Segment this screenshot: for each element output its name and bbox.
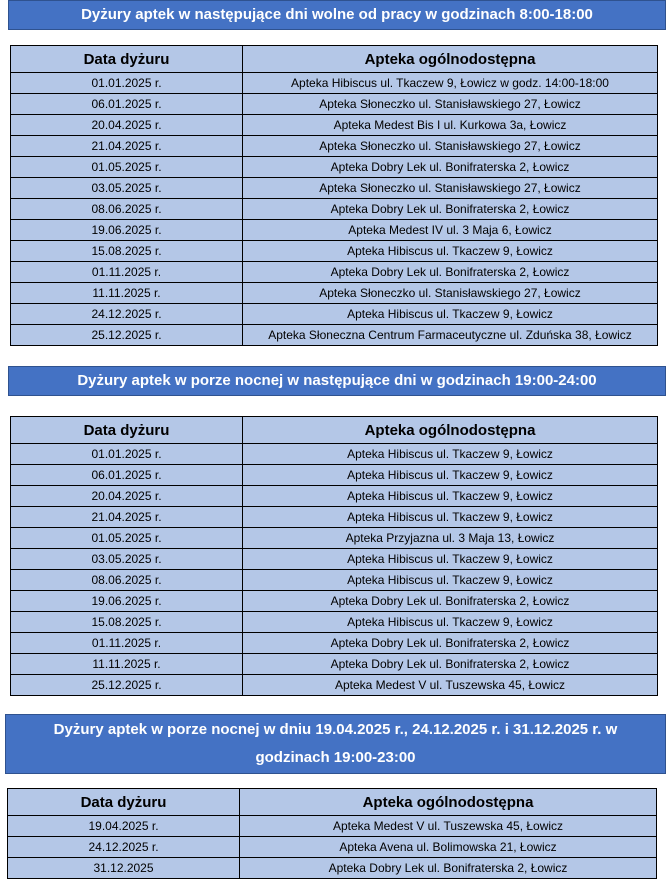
table-row bbox=[11, 94, 658, 115]
pharmacy-cell: Apteka Hibiscus ul. Tkaczew 9, Łowicz bbox=[243, 549, 658, 570]
pharmacy-cell: Apteka Hibiscus ul. Tkaczew 9, Łowicz bbox=[243, 304, 658, 325]
table-row bbox=[8, 837, 657, 858]
date-cell: 11.11.2025 r. bbox=[11, 654, 243, 675]
pharmacy-cell: Apteka Dobry Lek ul. Bonifraterska 2, Łowicz bbox=[243, 262, 658, 283]
table-row bbox=[11, 283, 658, 304]
table-row bbox=[11, 633, 658, 654]
table-row bbox=[11, 304, 658, 325]
table-row bbox=[11, 654, 658, 675]
table-row bbox=[11, 136, 658, 157]
pharmacy-cell: Apteka Dobry Lek ul. Bonifraterska 2, Łowicz bbox=[243, 157, 658, 178]
table-row bbox=[11, 241, 658, 262]
pharmacy-cell: Apteka Dobry Lek ul. Bonifraterska 2, Łowicz bbox=[243, 633, 658, 654]
pharmacy-cell: Apteka Hibiscus ul. Tkaczew 9, Łowicz bbox=[243, 507, 658, 528]
pharmacy-cell: Apteka Medest V ul. Tuszewska 45, Łowicz bbox=[243, 675, 658, 696]
date-cell: 01.11.2025 r. bbox=[11, 633, 243, 654]
table-row bbox=[8, 858, 657, 879]
pharmacy-cell: Apteka Słoneczko ul. Stanisławskiego 27, Łowicz bbox=[243, 178, 658, 199]
table-row bbox=[11, 549, 658, 570]
date-cell: 21.04.2025 r. bbox=[11, 136, 243, 157]
date-cell: 03.05.2025 r. bbox=[11, 549, 243, 570]
date-cell: 25.12.2025 r. bbox=[11, 675, 243, 696]
date-cell: 31.12.2025 bbox=[8, 858, 240, 879]
pharmacy-cell: Apteka Dobry Lek ul. Bonifraterska 2, Łowicz bbox=[243, 654, 658, 675]
table-row bbox=[11, 465, 658, 486]
table-row bbox=[11, 262, 658, 283]
date-cell: 01.11.2025 r. bbox=[11, 262, 243, 283]
date-cell: 24.12.2025 r. bbox=[8, 837, 240, 858]
column-header-pharmacy: Apteka ogólnodostępna bbox=[243, 46, 658, 73]
section-3-title: Dyżury aptek w porze nocnej w dniu 19.04.2025 r., 24.12.2025 r. i 31.12.2025 r. w godzinach 19:00-23:00 bbox=[5, 714, 666, 774]
section-2-title: Dyżury aptek w porze nocnej w następujące dni w godzinach 19:00-24:00 bbox=[8, 366, 666, 396]
table-row bbox=[11, 73, 658, 94]
date-cell: 21.04.2025 r. bbox=[11, 507, 243, 528]
date-cell: 24.12.2025 r. bbox=[11, 304, 243, 325]
table-row bbox=[11, 325, 658, 346]
table-row bbox=[11, 178, 658, 199]
pharmacy-cell: Apteka Hibiscus ul. Tkaczew 9, Łowicz bbox=[243, 465, 658, 486]
pharmacy-cell: Apteka Avena ul. Bolimowska 21, Łowicz bbox=[240, 837, 657, 858]
pharmacy-cell: Apteka Medest Bis I ul. Kurkowa 3a, Łowicz bbox=[243, 115, 658, 136]
table-row bbox=[11, 220, 658, 241]
pharmacy-cell: Apteka Przyjazna ul. 3 Maja 13, Łowicz bbox=[243, 528, 658, 549]
pharmacy-cell: Apteka Hibiscus ul. Tkaczew 9, Łowicz bbox=[243, 241, 658, 262]
column-header-date: Data dyżuru bbox=[11, 46, 243, 73]
date-cell: 20.04.2025 r. bbox=[11, 115, 243, 136]
table-row bbox=[11, 591, 658, 612]
table-row bbox=[11, 612, 658, 633]
date-cell: 06.01.2025 r. bbox=[11, 94, 243, 115]
date-cell: 08.06.2025 r. bbox=[11, 570, 243, 591]
date-cell: 20.04.2025 r. bbox=[11, 486, 243, 507]
table-row bbox=[11, 486, 658, 507]
pharmacy-cell: Apteka Słoneczko ul. Stanisławskiego 27, Łowicz bbox=[243, 94, 658, 115]
pharmacy-cell: Apteka Hibiscus ul. Tkaczew 9, Łowicz bbox=[243, 486, 658, 507]
pharmacy-cell: Apteka Słoneczko ul. Stanisławskiego 27, Łowicz bbox=[243, 283, 658, 304]
pharmacy-cell: Apteka Słoneczko ul. Stanisławskiego 27, Łowicz bbox=[243, 136, 658, 157]
table-row bbox=[11, 528, 658, 549]
date-cell: 01.01.2025 r. bbox=[11, 73, 243, 94]
pharmacy-cell: Apteka Dobry Lek ul. Bonifraterska 2, Łowicz bbox=[243, 591, 658, 612]
date-cell: 03.05.2025 r. bbox=[11, 178, 243, 199]
table-row bbox=[11, 507, 658, 528]
pharmacy-cell: Apteka Hibiscus ul. Tkaczew 9, Łowicz bbox=[243, 612, 658, 633]
date-cell: 01.01.2025 r. bbox=[11, 444, 243, 465]
section-1-title: Dyżury aptek w następujące dni wolne od pracy w godzinach 8:00-18:00 bbox=[8, 0, 666, 30]
table-row bbox=[11, 199, 658, 220]
pharmacy-cell: Apteka Słoneczna Centrum Farmaceutyczne ul. Zduńska 38, Łowicz bbox=[243, 325, 658, 346]
date-cell: 11.11.2025 r. bbox=[11, 283, 243, 304]
date-cell: 08.06.2025 r. bbox=[11, 199, 243, 220]
date-cell: 19.06.2025 r. bbox=[11, 220, 243, 241]
pharmacy-cell: Apteka Hibiscus ul. Tkaczew 9, Łowicz bbox=[243, 570, 658, 591]
table-row bbox=[8, 816, 657, 837]
table-row bbox=[11, 115, 658, 136]
section-3-table bbox=[7, 788, 657, 879]
date-cell: 01.05.2025 r. bbox=[11, 528, 243, 549]
date-cell: 06.01.2025 r. bbox=[11, 465, 243, 486]
pharmacy-cell: Apteka Medest IV ul. 3 Maja 6, Łowicz bbox=[243, 220, 658, 241]
date-cell: 19.06.2025 r. bbox=[11, 591, 243, 612]
section-1-table bbox=[10, 45, 658, 346]
pharmacy-cell: Apteka Hibiscus ul. Tkaczew 9, Łowicz bbox=[243, 444, 658, 465]
pharmacy-cell: Apteka Medest V ul. Tuszewska 45, Łowicz bbox=[240, 816, 657, 837]
date-cell: 15.08.2025 r. bbox=[11, 241, 243, 262]
column-header-date: Data dyżuru bbox=[11, 417, 243, 444]
pharmacy-cell: Apteka Hibiscus ul. Tkaczew 9, Łowicz w godz. 14:00-18:00 bbox=[243, 73, 658, 94]
table-row bbox=[11, 157, 658, 178]
table-row bbox=[11, 444, 658, 465]
pharmacy-cell: Apteka Dobry Lek ul. Bonifraterska 2, Łowicz bbox=[243, 199, 658, 220]
section-2-table bbox=[10, 416, 658, 696]
date-cell: 19.04.2025 r. bbox=[8, 816, 240, 837]
column-header-date: Data dyżuru bbox=[8, 789, 240, 816]
column-header-pharmacy: Apteka ogólnodostępna bbox=[240, 789, 657, 816]
pharmacy-cell: Apteka Dobry Lek ul. Bonifraterska 2, Łowicz bbox=[240, 858, 657, 879]
table-row bbox=[11, 675, 658, 696]
table-row bbox=[11, 570, 658, 591]
column-header-pharmacy: Apteka ogólnodostępna bbox=[243, 417, 658, 444]
date-cell: 25.12.2025 r. bbox=[11, 325, 243, 346]
date-cell: 15.08.2025 r. bbox=[11, 612, 243, 633]
date-cell: 01.05.2025 r. bbox=[11, 157, 243, 178]
